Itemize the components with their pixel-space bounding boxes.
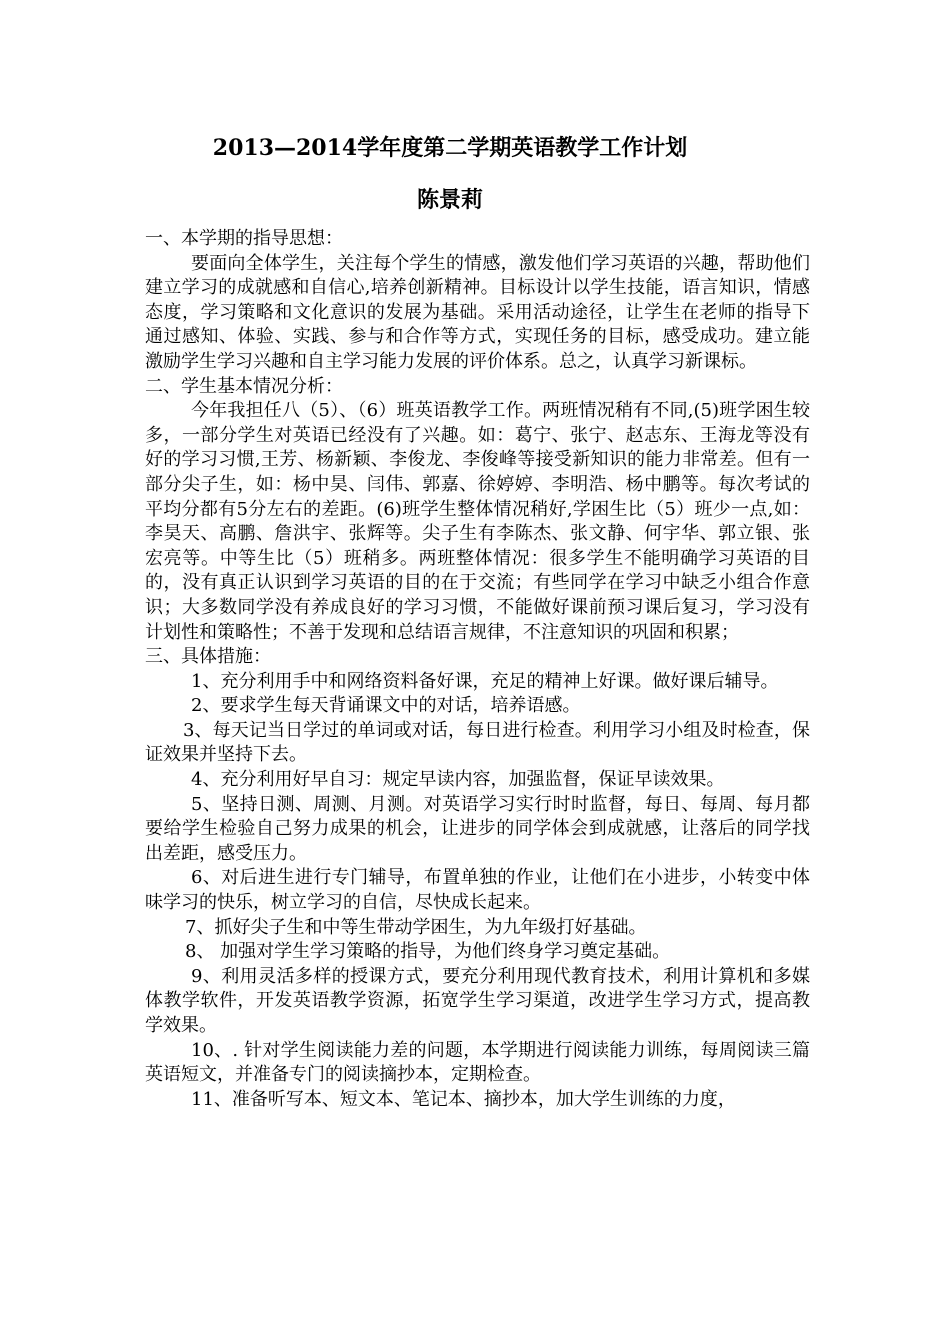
paragraph: 今年我担任八（5）、（6）班英语教学工作。两班情况稍有不同,(5)班学困生较多，一部分学生对英语已经没有了兴趣。如：葛宁、张宁、赵志东、王海龙等没有好的学习习惯,王芳、杨新颖、李俊龙、李俊峰等接受新知识的能力非常差。但有一部分尖子生，如：杨中昊、闫伟、郭嘉、徐婷婷、李明浩、杨中鹏等。每次考试的平均分都有5分左右的差距。(6)班学生整体情况稍好,学困生比（5）班少一点,如：李昊天、高鹏、詹洪宇、张辉等。尖子生有李陈杰、张文静、何宇华、郭立银、张宏亮等。中等生比（5）班稍多。两班整体情况：很多学生不能明确学习英语的目的，没有真正认识到学习英语的目的在于交流；有些同学在学习中缺乏小组合作意识；大多数同学没有养成良好的学习习惯，不能做好课前预习课后复习，学习没有计划性和策略性；不善于发现和总结语言规律，不注意知识的巩固和积累； xyxy=(145,400,810,643)
list-item: 7、抓好尖子生和中等生带动学困生，为九年级打好基础。 xyxy=(185,916,647,938)
section-heading: 三、具体措施： xyxy=(145,646,271,668)
list-item: 5、坚持日测、周测、月测。对英语学习实行时时监督，每日、每周、每月都要给学生检验自己努力成果的机会，让进步的同学体会到成就感，让落后的同学找出差距，感受压力。 xyxy=(145,793,810,864)
section-heading: 二、学生基本情况分析： xyxy=(145,375,343,397)
list-item: 3、每天记当日学过的单词或对话，每日进行检查。利用学习小组及时检查，保证效果并坚持下去。 xyxy=(145,719,810,766)
section-heading: 一、本学期的指导思想： xyxy=(145,228,343,249)
list-item: 10、. 针对学生阅读能力差的问题，本学期进行阅读能力训练，每周阅读三篇英语短文，并准备专门的阅读摘抄本，定期检查。 xyxy=(145,1039,810,1086)
list-item: 11、准备听写本、短文本、笔记本、摘抄本，加大学生训练的力度， xyxy=(191,1088,736,1110)
document-author: 陈景莉 xyxy=(416,187,483,213)
document-title: 2013—2014学年度第二学期英语教学工作计划 xyxy=(212,135,688,161)
paragraph: 要面向全体学生，关注每个学生的情感，激发他们学习英语的兴趣，帮助他们建立学习的成就感和自信心,培养创新精神。目标设计以学生技能，语言知识，情感态度，学习策略和文化意识的发展为基础。采用活动途径，让学生在老师的指导下通过感知、体验、实践、参与和合作等方式，实现任务的目标，感受成功。建立能激励学生学习兴趣和自主学习能力发展的评价体系。总之，认真学习新课标。 xyxy=(145,252,810,372)
document-body xyxy=(145,227,810,1112)
list-item: 8、 加强对学生学习策略的指导，为他们终身学习奠定基础。 xyxy=(185,941,671,963)
list-item: 4、充分利用好早自习：规定早读内容，加强监督，保证早读效果。 xyxy=(191,769,725,791)
list-item: 6、对后进生进行专门辅导，布置单独的作业，让他们在小进步，小转变中体味学习的快乐，树立学习的自信，尽快成长起来。 xyxy=(145,867,810,914)
list-item: 2、要求学生每天背诵课文中的对话，培养语感。 xyxy=(191,695,581,717)
list-item: 1、充分利用手中和网络资料备好课，充足的精神上好课。做好课后辅导。 xyxy=(191,670,779,692)
list-item: 9、利用灵活多样的授课方式，要充分利用现代教育技术，利用计算机和多媒体教学软件，开发英语教学资源，拓宽学生学习渠道，改进学生学习方式，提高教学效果。 xyxy=(145,965,810,1036)
